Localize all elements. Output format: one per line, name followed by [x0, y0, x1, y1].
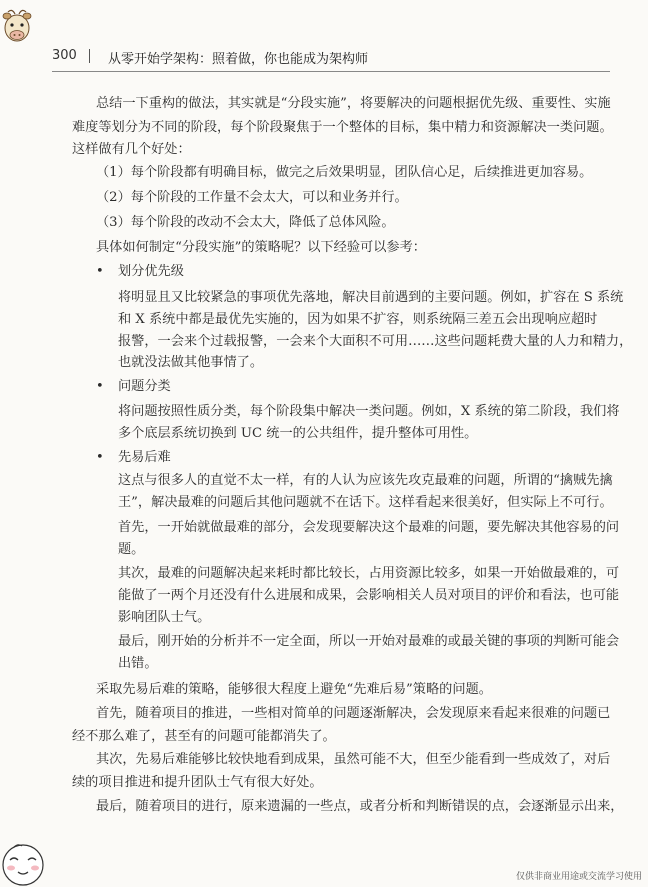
intro-line-2: 难度等划分为不同的阶段，每个阶段聚焦于一个整体的目标，集中精力和资源解决一类问题。: [72, 120, 613, 135]
easy-title: 先易后难: [118, 450, 171, 465]
benefit-2: （2）每个阶段的工作量不会太大，可以和业务并行。: [96, 190, 408, 205]
easy-first-line-2: 题。: [118, 542, 145, 557]
bullet-marker: •: [96, 450, 104, 465]
second-line-1: 其次，先易后难能够比较快地看到成果，虽然可能不大，但至少能看到一些成效了，对后: [96, 752, 611, 767]
first-line-2: 经不那么难了，甚至有的问题可能都消失了。: [72, 729, 336, 744]
easy-line-1: 这点与很多人的直觉不太一样，有的人认为应该先攻克最难的问题，所谓的“擒贼先擒: [118, 473, 613, 488]
category-title: 问题分类: [118, 379, 171, 394]
priority-line-3: 报警，一会来个过载报警，一会来个大面积不可用……这些问题耗费大量的人力和精力，: [118, 334, 633, 349]
easy-first-line-1: 首先，一开始就做最难的部分，会发现要解决这个最难的问题，要先解决其他容易的问: [118, 520, 620, 535]
footer-note: 仅供非商业用途或交流学习使用: [515, 872, 642, 882]
last-line: 最后，随着项目的进行，原来遗漏的一些点，或者分析和判断错误的点，会逐渐显示出来，: [96, 799, 624, 814]
intro-line-1: 总结一下重构的做法，其实就是“分段实施”，将要解决的问题根据优先级、重要性、实施: [96, 96, 611, 111]
priority-title: 划分优先级: [118, 264, 184, 279]
easy-line-2: 王”，解决最难的问题后其他问题就不在话下。这样看起来很美好，但实际上不可行。: [118, 495, 613, 510]
benefit-3: （3）每个阶段的改动不会太大，降低了总体风险。: [96, 215, 395, 230]
strategy-question: 具体如何制定“分段实施”的策略呢？以下经验可以参考：: [96, 240, 426, 255]
priority-line-4: 也就没法做其他事情了。: [118, 355, 264, 370]
category-line-2: 多个底层系统切换到 UC 统一的公共组件，提升整体可用性。: [118, 426, 478, 441]
book-title: 从零开始学架构：照着做，你也能成为架构师: [108, 52, 369, 67]
intro-line-3: 这样做有几个好处：: [72, 142, 191, 157]
priority-line-2: 和 X 系统中都是最优先实施的，因为如果不扩容，则系统隔三差五会出现响应超时: [118, 312, 598, 327]
easy-second-line-2: 能做了一两个月还没有什么进展和成果，会影响相关人员对项目的评价和看法，也可能: [118, 588, 620, 603]
category-line-1: 将问题按照性质分类，每个阶段集中解决一类问题。例如，X 系统的第二阶段，我们将: [118, 404, 620, 419]
page-number: 300: [52, 48, 77, 63]
easy-second-line-3: 影响团队士气。: [118, 610, 211, 625]
second-line-2: 续的项目推进和提升团队士气有很大好处。: [72, 775, 323, 790]
priority-line-1: 将明显且又比较紧急的事项优先落地，解决目前遇到的主要问题。例如，扩容在 S 系统: [118, 290, 624, 305]
first-line-1: 首先，随着项目的推进，一些相对简单的问题逐渐解决，会发现原来看起来很难的问题已: [96, 706, 611, 721]
bullet-marker: •: [96, 379, 104, 394]
bullet-marker: •: [96, 264, 104, 279]
benefit-1: （1）每个阶段都有明确目标，做完之后效果明显，团队信心足，后续推进更加容易。: [96, 165, 593, 180]
easy-last-line-1: 最后，刚开始的分析并不一定全面，所以一开始对最难的或最关键的事项的判断可能会: [118, 634, 620, 649]
easy-last-line-2: 出错。: [118, 656, 158, 671]
easy-second-line-1: 其次，最难的问题解决起来耗时都比较长，占用资源比较多，如果一开始做最难的，可: [118, 566, 620, 581]
smiling-face-mascot-icon: [0, 838, 46, 887]
adopt-line: 采取先易后难的策略，能够很大程度上避免“先难后易”策略的问题。: [96, 682, 492, 697]
